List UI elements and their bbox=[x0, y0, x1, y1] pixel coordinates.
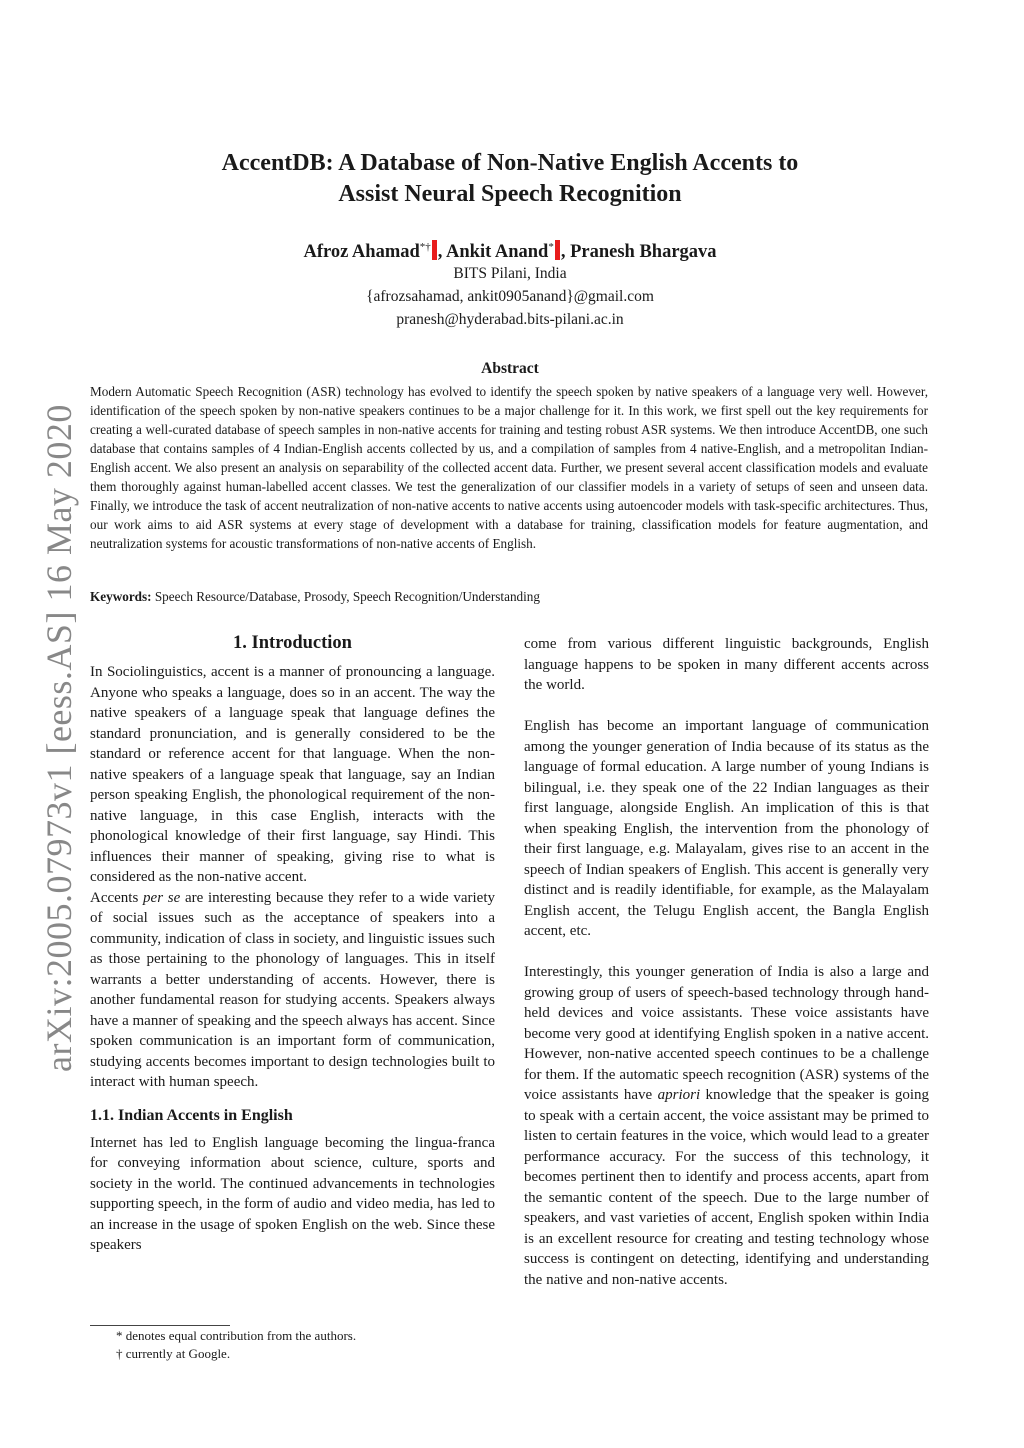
subsection-heading-indian-accents: 1.1. Indian Accents in English bbox=[90, 1106, 293, 1124]
right-paragraph-1: come from various different linguistic backgrounds, English language happens to be spoken in many different accents across the world. bbox=[524, 636, 929, 693]
footnote-divider bbox=[90, 1325, 230, 1326]
abstract-heading: Abstract bbox=[481, 360, 539, 377]
link-marker-icon[interactable] bbox=[555, 240, 560, 260]
title-line-2: Assist Neural Speech Recognition bbox=[338, 181, 682, 207]
keywords-text: Speech Resource/Database, Prosody, Speech Recognition/Understanding bbox=[154, 589, 540, 604]
email-line-1: {afrozsahamad, ankit0905anand}@gmail.com bbox=[366, 288, 654, 305]
left-column bbox=[90, 630, 495, 1256]
author-sep: , bbox=[437, 242, 443, 262]
intro-p2-start: Accents bbox=[90, 889, 144, 906]
keywords bbox=[90, 589, 928, 605]
right-p3-start: Interestingly, this younger generation of India is also a large and growing group of users of speech-based technology through hand-held devices and voice assistants. These voice assistants have become very good at identifying English spoken in a native accent. However, non-native accented speech continues to be a challenge for them. If the automatic speech recognition (ASR) systems of the voice assistants have bbox=[524, 964, 929, 1103]
email-line-2: pranesh@hyderabad.bits-pilani.ac.in bbox=[396, 311, 624, 328]
intro-paragraph-2 bbox=[90, 888, 495, 1093]
title-line-1: AccentDB: A Database of Non-Native English Accents to bbox=[221, 150, 799, 176]
subsection-paragraph-1: Internet has led to English language becoming the lingua-franca for conveying information about science, culture, sports and society in the world. The continued advancements in technologies supporting speech, in the form of audio and video media, has led to an increase in the usage of spoken English on the web. Since these speakers bbox=[90, 1134, 495, 1253]
affiliation: BITS Pilani, India bbox=[453, 265, 567, 282]
right-paragraph-2: English has become an important language of communication among the younger generation of India because of its status as the language of formal education. A large number of young Indians is bilingual, i.e. they speak one of the 22 Indian languages as their first language, alongside English. An implication of this is that when speaking English, the intervention from the phonology of their first language, e.g. Malayalam, gives rise to an accent in the speech of Indian speakers of English. This accent is generally very distinct and is readily identifiable, for example, as the Malayalam English accent, the Telugu English accent, the Bangla English accent, etc. bbox=[524, 718, 929, 939]
footnotes bbox=[90, 1327, 495, 1363]
keywords-label: Keywords: bbox=[90, 589, 152, 604]
author-list bbox=[150, 240, 870, 263]
intro-p2-italic: per se bbox=[143, 889, 181, 906]
footnote-2: † currently at Google. bbox=[116, 1346, 231, 1361]
author-3: Pranesh Bhargava bbox=[570, 242, 717, 262]
arxiv-identifier: arXiv:2005.07973v1 [eess.AS] 16 May 2020 bbox=[39, 404, 79, 1072]
right-p3-rest: knowledge that the speaker is going to speak with a certain accent, the voice assistant may be primed to listen to certain features in the voice, which would lead to a greater performance accuracy. For the success of this technology, it becomes pertinent then to identify and process accents, apart from the semantic content of the speech. Due to the large number of speakers, and vast varieties of accent, English spoken within India is an excellent resource for creating and testing technology whose success is contingent on detecting, identifying and understanding the native and non-native accents. bbox=[524, 1087, 929, 1288]
right-column bbox=[524, 634, 929, 1311]
footnote-1: * denotes equal contribution from the authors. bbox=[116, 1328, 357, 1343]
author-1: Afroz Ahamad bbox=[303, 242, 420, 262]
author-sep: , bbox=[560, 242, 566, 262]
abstract-text: Modern Automatic Speech Recognition (ASR) technology has evolved to identify the speech spoken by native speakers of a language very well. However, identification of the speech spoken by non-native speakers continues to be a major challenge for it. In this work, we first spell out the key requirements for creating a well-curated database of speech samples in non-native accents for training and testing robust ASR systems. We then introduce AccentDB, one such database that contains samples of 4 Indian-English accents collected by us, and a compilation of samples from 4 native-English, and a metropolitan Indian-English accent. We also present an analysis on separability of the collected accent data. Further, we present several accent classification models and evaluate them thoroughly against human-labelled accent classes. We test the generalization of our classifier models in a variety of setups of seen and unseen data. Finally, we introduce the task of accent neutralization of non-native accents to native accents using autoencoder models with task-specific architectures. Thus, our work aims to aid ASR systems at every stage of development with a database for training, classification models for feature augmentation, and neutralization systems for acoustic transformations of non-native accents of English. bbox=[90, 384, 928, 551]
intro-paragraph-1: In Sociolinguistics, accent is a manner of pronouncing a language. Anyone who speaks a language, does so in an accent. The way the native speakers of a language speak that language defines the standard pronunciation, and is generally considered to be the standard or reference accent for that language. When the non-native speakers of a language speak that language, say an Indian person speaking English, the phonological requirement of the non-native language, in this case English, interacts with the phonological knowledge of their first language, say Hindi. This influences their manner of speaking, giving rise to what is considered as the non-native accent. bbox=[90, 664, 495, 885]
section-heading-introduction: 1. Introduction bbox=[233, 633, 352, 653]
author-2: Ankit Anand bbox=[446, 242, 549, 262]
link-marker-icon[interactable] bbox=[432, 240, 437, 260]
author-2-marks: * bbox=[548, 240, 554, 253]
right-paragraph-3 bbox=[524, 962, 929, 1290]
right-p3-italic: apriori bbox=[657, 1087, 701, 1103]
author-1-marks: *† bbox=[419, 240, 431, 253]
intro-p2-rest: are interesting because they refer to a wide variety of social issues such as the acceptance of speakers into a community, indication of class in society, and linguistic issues such as those pertaining to the phonology of languages. This in itself warrants a better understanding of accents. However, there is another fundamental reason for studying accents. Speakers always have a manner of speaking and the speech always has accent. Since spoken communication is an important form of communication, studying accents becomes important to design technologies built to interact with human speech. bbox=[90, 889, 495, 1090]
paper-title bbox=[150, 148, 870, 210]
